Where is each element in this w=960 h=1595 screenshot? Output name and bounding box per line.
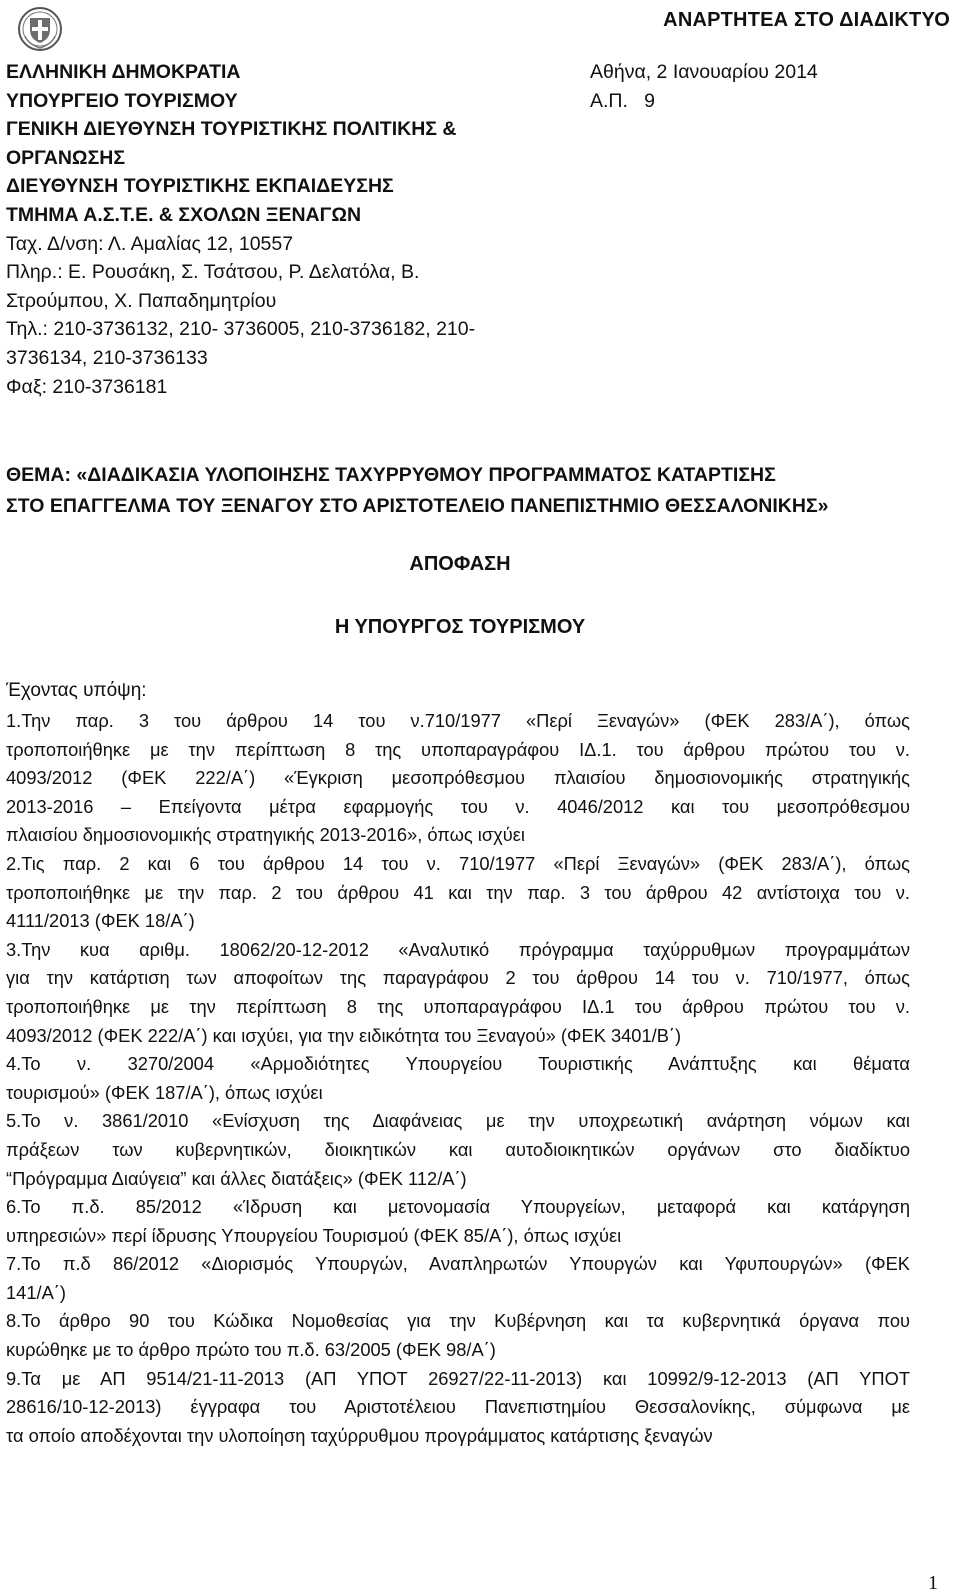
body-line: τροποποιήθηκε με την παρ. 2 του άρθρου 41 και την παρ. 3 του άρθρου 42 αντίστοιχα του ν. <box>6 881 910 903</box>
body-line: 1.Την παρ. 3 του άρθρου 14 του ν.710/1977 «Περί Ξεναγών» (ΦΕΚ 283/Α΄), όπως <box>6 710 910 731</box>
date-protocol-block <box>590 58 818 115</box>
issuer-line: ΕΛΛΗΝΙΚΗ ΔΗΜΟΚΡΑΤΙΑ <box>6 61 241 83</box>
contact-line: Φαξ: 210-3736181 <box>6 375 168 398</box>
body-line: 2.Τις παρ. 2 και 6 του άρθρου 14 του ν. 710/1977 «Περί Ξεναγών» (ΦΕΚ 283/Α΄), όπως <box>6 852 910 874</box>
body-line: για την κατάρτιση των αποφοίτων της παραγράφου 2 του άρθρου 14 του ν. 710/1977, όπως <box>6 967 910 989</box>
issuer-line: ΓΕΝΙΚΗ ΔΙΕΥΘΥΝΣΗ ΤΟΥΡΙΣΤΙΚΗΣ ΠΟΛΙΤΙΚΗΣ & <box>6 118 457 141</box>
body-line: 5.Το ν. 3861/2010 «Ενίσχυση της Διαφάνειας με την υποχρεωτική ανάρτηση νόμων και <box>6 1110 910 1132</box>
contact-line: Ταχ. Δ/νση: Λ. Αμαλίας 12, 10557 <box>6 232 294 255</box>
decision-title: ΑΠΟΦΑΣΗ <box>409 553 511 575</box>
page-number: 1 <box>928 1572 938 1594</box>
considering-label: Έχοντας υπόψη: <box>6 680 147 701</box>
body-line: 4093/2012 (ΦΕΚ 222/Α΄) και ισχύει, για την ειδικότητα του Ξεναγού» (ΦΕΚ 3401/Β΄) <box>6 1024 682 1046</box>
issuer-line: ΥΠΟΥΡΓΕΙΟ ΤΟΥΡΙΣΜΟΥ <box>6 89 238 112</box>
body-line: 2013-2016 – Επείγοντα μέτρα εφαρμογής του ν. 4046/2012 και του μεσοπρόθεσμου <box>6 795 910 817</box>
minister-title: Η ΥΠΟΥΡΓΟΣ ΤΟΥΡΙΣΜΟΥ <box>334 616 586 638</box>
subject-heading <box>6 460 926 522</box>
subject-line: ΣΤΟ ΕΠΑΓΓΕΛΜΑ ΤΟΥ ΞΕΝΑΓΟΥ ΣΤΟ ΑΡΙΣΤΟΤΕΛΕΙΟ ΠΑΝΕΠΙΣΤΗΜΙΟ ΘΕΣΣΑΛΟΝΙΚΗΣ» <box>6 495 829 517</box>
contact-line: Τηλ.: 210-3736132, 210- 3736005, 210-3736182, 210- <box>6 318 476 341</box>
issuer-line: ΔΙΕΥΘΥΝΣΗ ΤΟΥΡΙΣΤΙΚΗΣ ΕΚΠΑΙΔΕΥΣΗΣ <box>6 175 394 198</box>
body-line: τροποποιήθηκε με την περίπτωση 8 της υποπαραγράφου ΙΔ.1 του άρθρου πρώτου του ν. <box>6 995 910 1017</box>
issuer-line: ΟΡΓΑΝΩΣΗΣ <box>6 146 126 169</box>
body-line: 8.Το άρθρο 90 του Κώδικα Νομοθεσίας για την Κυβέρνηση και τα κυβερνητικά όργανα που <box>6 1310 910 1332</box>
body-line: υπηρεσιών» περί ίδρυσης Υπουργείου Τουρισμού (ΦΕΚ 85/Α΄), όπως ισχύει <box>6 1224 622 1246</box>
subject-line: ΘΕΜΑ: «ΔΙΑΔΙΚΑΣΙΑ ΥΛΟΠΟΙΗΣΗΣ ΤΑΧΥΡΡΥΘΜΟΥ ΠΡΟΓΡΑΜΜΑΤΟΣ ΚΑΤΑΡΤΙΣΗΣ <box>6 464 776 486</box>
legal-basis-list <box>6 707 910 1450</box>
body-line: 4111/2013 (ΦΕΚ 18/Α΄) <box>6 910 195 932</box>
contact-line: Στρούμπου, Χ. Παπαδημητρίου <box>6 289 277 312</box>
body-line: 28616/10-12-2013) έγγραφα του Αριστοτέλειου Πανεπιστημίου Θεσσαλονίκης, σύμφωνα με <box>6 1396 910 1418</box>
body-line: “Πρόγραμμα Διαύγεια” και άλλες διατάξεις» (ΦΕΚ 112/Α΄) <box>6 1167 467 1189</box>
body-line: πράξεων των κυβερνητικών, διοικητικών και αυτοδιοικητικών οργάνων στο διαδίκτυο <box>6 1138 910 1160</box>
body-line: 9.Τα με ΑΠ 9514/21-11-2013 (ΑΠ ΥΠΟΤ 26927/22-11-2013) και 10992/9-12-2013 (ΑΠ ΥΠΟΤ <box>6 1367 910 1389</box>
body-line: 3.Την κυα αριθμ. 18062/20-12-2012 «Αναλυτικό πρόγραμμα ταχύρρυθμων προγραμμάτων <box>6 938 910 960</box>
body-line: 4.Το ν. 3270/2004 «Αρμοδιότητες Υπουργείου Τουριστικής Ανάπτυξης και θέματα <box>6 1053 910 1075</box>
greek-coat-of-arms-icon <box>17 6 63 52</box>
body-line: τροποποιήθηκε με την περίπτωση 8 της υποπαραγράφου ΙΔ.1. του άρθρου πρώτου του ν. <box>6 738 910 760</box>
contact-line: 3736134, 210-3736133 <box>6 346 208 369</box>
body-line: 4093/2012 (ΦΕΚ 222/Α΄) «Έγκριση μεσοπρόθεσμου πλαισίου δημοσιονομικής στρατηγικής <box>6 767 910 789</box>
protocol-number: Α.Π. 9 <box>590 89 656 112</box>
document-date: Αθήνα, 2 Ιανουαρίου 2014 <box>590 61 818 83</box>
body-line: πλαισίου δημοσιονομικής στρατηγικής 2013-2016», όπως ισχύει <box>6 824 525 846</box>
body-line: 141/Α΄) <box>6 1281 66 1303</box>
body-line: 6.Το π.δ. 85/2012 «Ίδρυση και μετονομασία Υπουργείων, μεταφορά και κατάργηση <box>6 1196 910 1218</box>
body-line: τα οποίο αποδέχονται την υλοποίηση ταχύρρυθμου προγράμματος κατάρτισης ξεναγών <box>6 1424 713 1446</box>
contact-line: Πληρ.: Ε. Ρουσάκη, Σ. Τσάτσου, Ρ. Δελατόλα, Β. <box>6 261 420 284</box>
body-line: κυρώθηκε με το άρθρο πρώτο του π.δ. 63/2005 (ΦΕΚ 98/Α΄) <box>6 1339 496 1361</box>
online-posting-label: ΑΝΑΡΤΗΤΕΑ ΣΤΟ ΔΙΑΔΙΚΤΥΟ <box>663 9 950 31</box>
body-line: τουρισμού» (ΦΕΚ 187/Α΄), όπως ισχύει <box>6 1081 323 1103</box>
issuer-line: ΤΜΗΜΑ Α.Σ.Τ.Ε. & ΣΧΟΛΩΝ ΞΕΝΑΓΩΝ <box>6 203 362 226</box>
body-line: 7.Το π.δ 86/2012 «Διορισμός Υπουργών, Αναπληρωτών Υπουργών και Υφυπουργών» (ΦΕΚ <box>6 1253 910 1275</box>
issuer-block <box>6 58 566 401</box>
